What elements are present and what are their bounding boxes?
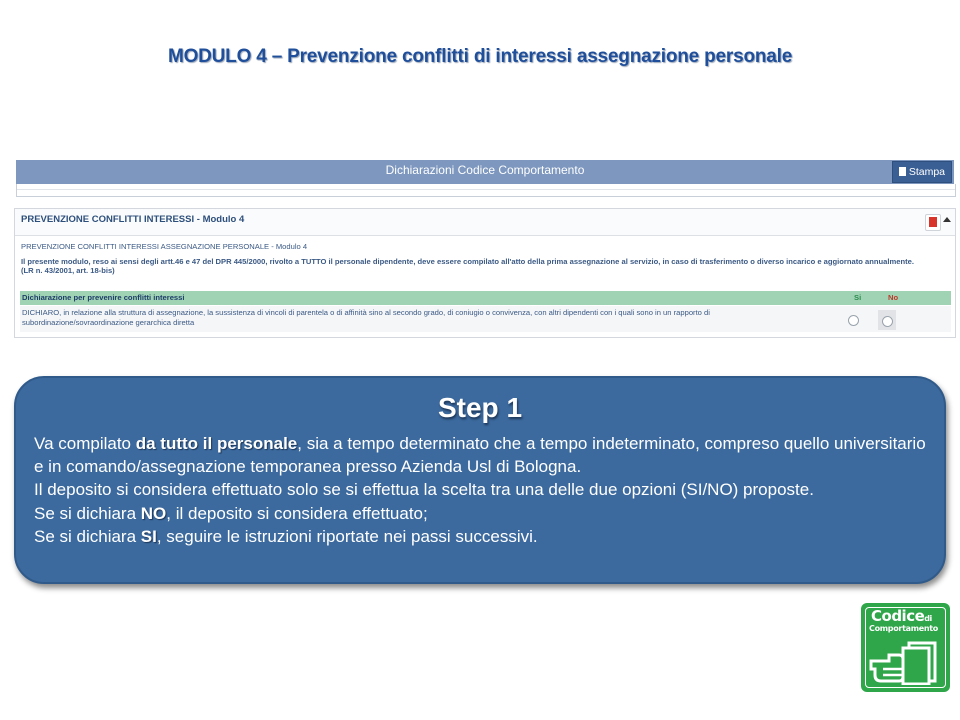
logo-line-1	[871, 607, 932, 625]
module-card-header	[15, 209, 955, 236]
panel-body	[16, 184, 956, 197]
radio-no[interactable]	[882, 316, 893, 327]
print-button-label: Stampa	[908, 166, 945, 178]
panel-header-title: Dichiarazioni Codice Comportamento	[385, 163, 585, 177]
step-paragraph-4	[34, 525, 934, 548]
step-emphasis: da tutto il personale	[135, 434, 298, 453]
radio-si[interactable]	[848, 315, 859, 326]
print-button[interactable]	[892, 161, 952, 183]
module-title: PREVENZIONE CONFLITTI INTERESSI - Modulo 4	[21, 214, 245, 225]
step-body	[34, 432, 934, 548]
logo-word: Codice	[871, 607, 925, 625]
module-4-card	[14, 208, 956, 338]
collapse-icon[interactable]	[943, 217, 951, 222]
step-text: Se si dichiara	[34, 503, 141, 523]
step-paragraph-2: Il deposito si considera effettuato solo se si effettua la scelta tra una delle due opzioni (SI/NO) proposte.	[34, 480, 814, 500]
slide-title: MODULO 4 – Prevenzione conflitti di interessi assegnazione personale	[167, 46, 793, 67]
module-law-ref: (LR n. 43/2001, art. 18-bis)	[21, 266, 115, 275]
column-si: Si	[854, 293, 862, 302]
document-icon	[899, 167, 906, 176]
step-title: Step 1	[437, 392, 523, 423]
declaration-text: DICHIARO, in relazione alla struttura di assegnazione, la sussistenza di vincoli di parentela o di affinità sino al secondo grado, di coniugio o convivenza, con altri dipendenti con i quali sono in un rapporto di subordinazione/sovraordinazione gerarchica diretta	[22, 308, 710, 327]
step-emphasis: NO	[140, 503, 167, 523]
step-text: , sia a tempo determinato che a tempo indeterminato, compreso quello universitario e in comando/assegnazione temporanea presso Azienda Usl di Bologna.	[34, 434, 926, 477]
pdf-icon[interactable]	[925, 214, 941, 231]
module-intro	[21, 257, 941, 275]
module-intro-text: Il presente modulo, reso ai sensi degli artt.46 e 47 del DPR 445/2000, rivolto a TUTTO il personale dipendente, deve essere compilato all'atto della prima assegnazione al servizio, in caso di trasferimento o diverso incarico e aggiornato annualmente.	[21, 257, 914, 266]
column-no: No	[888, 293, 899, 302]
codice-comportamento-logo	[861, 603, 950, 692]
step-1-callout	[14, 376, 946, 584]
column-declaration: Dichiarazione per prevenire conflitti interessi	[22, 293, 185, 302]
declaration-table-header	[20, 291, 951, 305]
step-paragraph-1	[34, 432, 934, 478]
no-cell	[878, 310, 896, 330]
logo-small-word: di	[924, 614, 932, 623]
logo-line-2: Comportamento	[869, 624, 938, 633]
step-text: , il deposito si considera effettuato;	[166, 503, 428, 523]
module-subtitle: PREVENZIONE CONFLITTI INTERESSI ASSEGNAZIONE PERSONALE - Modulo 4	[21, 242, 308, 251]
table-row	[20, 306, 951, 332]
step-emphasis: SI	[140, 526, 157, 546]
step-text: , seguire le istruzioni riportate nei passi successivi.	[156, 526, 538, 546]
step-text: Se si dichiara	[34, 526, 141, 546]
step-text: Va compilato	[34, 434, 136, 453]
pointing-hand-icon	[869, 641, 943, 685]
declarations-panel-header	[16, 160, 954, 184]
step-paragraph-3	[34, 502, 934, 525]
